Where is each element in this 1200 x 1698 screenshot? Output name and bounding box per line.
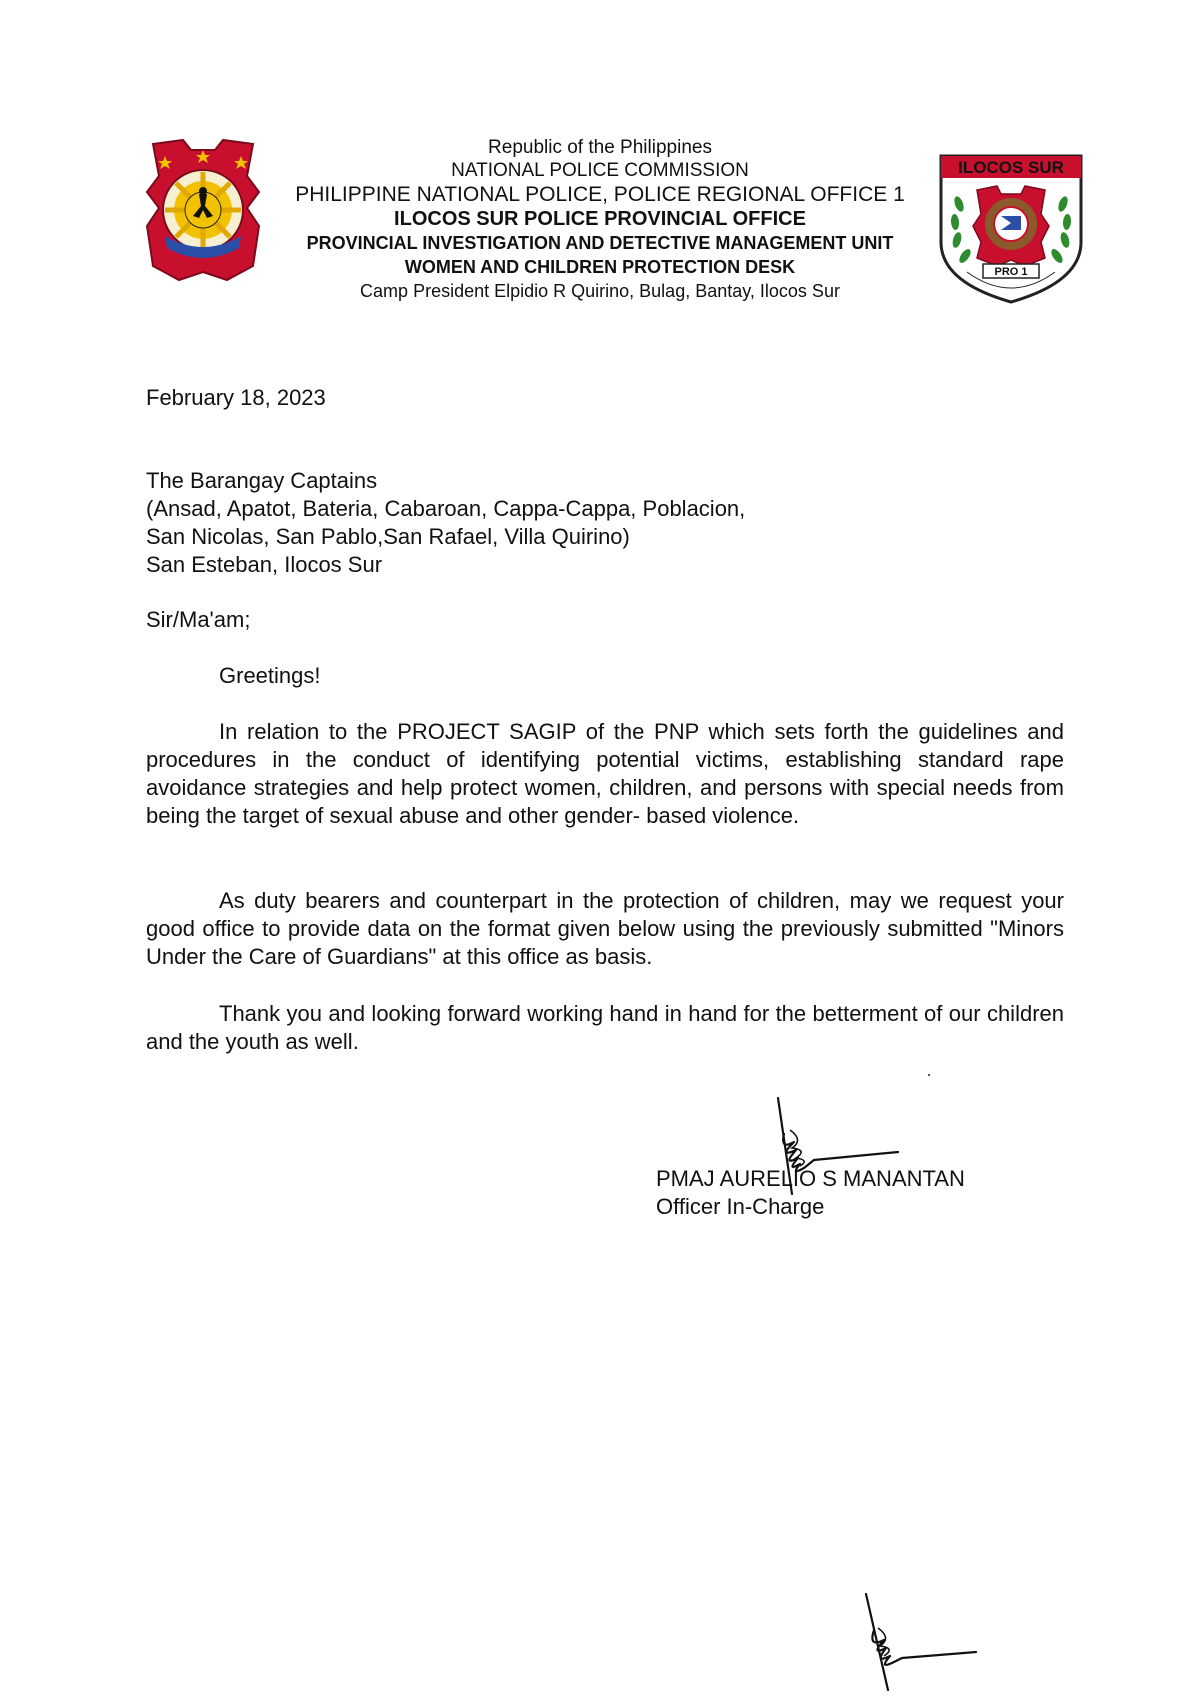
signatory-name: PMAJ AURELIO S MANANTAN	[656, 1166, 965, 1191]
header-republic: Republic of the Philippines	[488, 137, 712, 158]
recipient-line: San Esteban, Ilocos Sur	[146, 552, 383, 577]
header-address: Camp President Elpidio R Quirino, Bulag, Bantay, Ilocos Sur	[360, 281, 840, 301]
body-paragraph: In relation to the PROJECT SAGIP of the PNP which sets forth the guidelines and procedures in the conduct of identifying potential victims, establishing standard rape avoidance strategies and help protect women, children, and persons with special needs from being the target of sexual abuse and other gender- based violence.	[146, 719, 1064, 828]
greeting: Greetings!	[219, 663, 321, 688]
salutation: Sir/Ma'am;	[146, 607, 251, 632]
body-paragraph: Thank you and looking forward working hand in hand for the betterment of our children and the youth as well.	[146, 1001, 1064, 1054]
recipient-line: San Nicolas, San Pablo,San Rafael, Villa Quirino)	[146, 524, 630, 549]
stray-dot	[928, 1074, 930, 1076]
letterhead	[0, 0, 1200, 320]
signatory-title: Officer In-Charge	[656, 1194, 825, 1219]
recipient-line: (Ansad, Apatot, Bateria, Cabaroan, Cappa-Cappa, Poblacion,	[146, 496, 746, 521]
letter-date: February 18, 2023	[146, 385, 326, 410]
header-unit: PROVINCIAL INVESTIGATION AND DETECTIVE MANAGEMENT UNIT	[306, 233, 894, 253]
ilocos-sur-ppo-seal-icon	[937, 154, 1085, 304]
svg-text:ILOCOS SUR: ILOCOS SUR	[958, 158, 1064, 177]
svg-text:PRO 1: PRO 1	[994, 266, 1028, 278]
initial-signature-icon	[860, 1590, 980, 1695]
header-napolcom: NATIONAL POLICE COMMISSION	[451, 160, 749, 181]
recipient-line: The Barangay Captains	[146, 468, 378, 493]
header-pnp-office: PHILIPPINE NATIONAL POLICE, POLICE REGIONAL OFFICE 1	[295, 183, 905, 206]
header-provincial-office: ILOCOS SUR POLICE PROVINCIAL OFFICE	[394, 208, 806, 230]
body-paragraph: As duty bearers and counterpart in the protection of children, may we request your good office to provide data on the format given below using the previously submitted "Minors Under the Care of Guardians" at this office as basis.	[146, 888, 1064, 969]
header-desk: WOMEN AND CHILDREN PROTECTION DESK	[404, 257, 796, 277]
